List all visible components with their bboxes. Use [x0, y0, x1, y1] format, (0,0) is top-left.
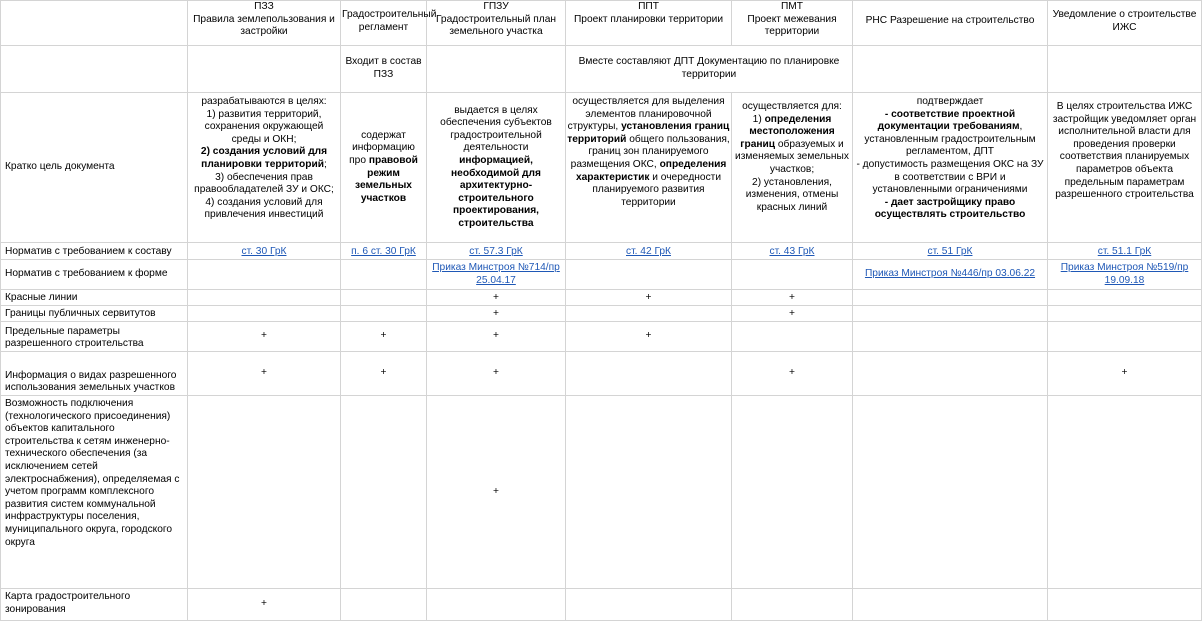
mark-cell: +	[732, 290, 853, 306]
mark-cell	[853, 290, 1048, 306]
note-gr: Входит в состав ПЗЗ	[341, 46, 427, 93]
mark-cell	[188, 290, 341, 306]
norm-form-link[interactable]: Приказ Минстроя №714/пр 25.04.17	[432, 262, 560, 286]
mark-cell	[853, 306, 1048, 322]
feature-row-limit-params	[1, 322, 1202, 352]
column-name: РНС Разрешение на строительство	[865, 15, 1035, 26]
goal-bold: установления границ территорий	[567, 121, 730, 145]
goal-text: - соответствие проектной документации требованиям, установленным градостроительным регламентом, ДПТ	[864, 108, 1036, 158]
mark-cell: +	[188, 322, 341, 352]
column-name: Проект планировки территории	[573, 13, 724, 25]
header-empty-cell	[1, 1, 188, 46]
goal-text: осуществляется для выделения элементов планировочной структуры,	[567, 96, 725, 133]
goal-text: осуществляется для:	[742, 101, 842, 112]
mark-cell: +	[341, 322, 427, 352]
norm-link[interactable]: ст. 51.1 ГрК	[1097, 246, 1152, 258]
column-abbr: ГПЗУ	[483, 1, 509, 12]
row-label: Норматив с требованием к составу	[1, 243, 188, 260]
row-label: Кратко цель документа	[1, 93, 188, 243]
mark-cell	[566, 306, 732, 322]
goal-text: общего пользования, границ зон планируемого размещения ОКС,	[570, 133, 730, 170]
mark-cell: +	[427, 290, 566, 306]
goal-izhs: В целях строительства ИЖС застройщик уведомляет орган исполнительной власти для проведения проверки соответствия планируемых параметров объекта предельным параметрам разрешенного строительства	[1048, 93, 1202, 243]
norm-form-row	[1, 260, 1202, 290]
mark-cell	[188, 396, 341, 589]
goal-text: и очередности планируемого развития территории	[592, 171, 722, 208]
goal-bold: определения характеристик	[575, 158, 727, 183]
mark-cell	[732, 322, 853, 352]
row-label: Границы публичных сервитутов	[1, 306, 188, 322]
mark-cell: +	[427, 306, 566, 322]
column-header-rns[interactable]	[853, 1, 1048, 46]
goal-bold: 2) создания условий для планировки территорий	[200, 146, 328, 170]
norm-link[interactable]: ст. 51 ГрК	[927, 246, 973, 258]
mark-cell	[341, 290, 427, 306]
column-name: Уведомление о строительстве ИЖС	[1052, 9, 1197, 33]
mark-cell	[853, 589, 1048, 621]
goal-bold: правовой режим земельных участков	[355, 154, 418, 204]
goal-text: подтверждает	[916, 96, 984, 107]
column-header-pmt[interactable]	[732, 1, 853, 46]
feature-row-red-lines	[1, 290, 1202, 306]
goal-text: разрабатываются в целях:	[201, 96, 327, 107]
feature-row-easements	[1, 306, 1202, 322]
column-header-gpzu[interactable]	[427, 1, 566, 46]
mark-cell	[1048, 306, 1202, 322]
goal-pzz	[188, 93, 341, 243]
feature-row-land-use	[1, 352, 1202, 396]
mark-cell	[341, 306, 427, 322]
row-label: Карта градостроительного зонирования	[1, 589, 188, 621]
mark-cell: +	[1048, 352, 1202, 396]
goal-gr	[341, 93, 427, 243]
goal-text: выдается в целях обеспечения субъектов градостроительной деятельности	[440, 104, 552, 154]
column-abbr: ППТ	[638, 1, 659, 12]
mark-cell	[1048, 396, 1202, 589]
goal-text: - допустимость размещения ОКС на ЗУ в соответствии с ВРИ и установленными ограничениями	[856, 158, 1044, 196]
goal-text	[854, 197, 1046, 222]
column-name: Градостроительный регламент	[342, 9, 437, 33]
column-header-pzz[interactable]	[188, 1, 341, 46]
row-label: Норматив с требованием к форме	[1, 260, 188, 290]
mark-cell: +	[341, 352, 427, 396]
column-name: Правила землепользования и застройки	[193, 13, 335, 38]
mark-cell	[853, 322, 1048, 352]
goal-text: 1) развития территорий, сохранения окружающей среды и ОКН;	[204, 108, 324, 145]
goal-text: 2) установления, изменения, отмены красных линий	[745, 176, 839, 213]
header-row	[1, 1, 1202, 46]
note-dpt: Вместе составляют ДПТ Документацию по планировке территории	[566, 46, 853, 93]
goal-bold: - дает застройщику право осуществлять строительство	[874, 196, 1026, 221]
mark-cell	[341, 396, 427, 589]
row-label: Красные линии	[1, 290, 188, 306]
column-abbr: ПЗЗ	[254, 1, 274, 12]
goal-text: 1) определения местоположения границ образуемых и изменяемых земельных участков;	[735, 113, 849, 175]
column-header-izhs[interactable]	[1048, 1, 1202, 46]
mark-cell	[566, 352, 732, 396]
mark-cell: +	[566, 322, 732, 352]
column-header-ppt[interactable]	[566, 1, 732, 46]
norm-link[interactable]: ст. 30 ГрК	[241, 246, 287, 258]
norm-form-link[interactable]: Приказ Минстроя №446/пр 03.06.22	[864, 268, 1036, 280]
norm-link[interactable]: ст. 43 ГрК	[769, 246, 815, 258]
goal-bold: информацией, необходимой для архитектурно-строительного проектирования, строительства	[451, 154, 541, 229]
goal-pmt	[732, 93, 853, 243]
mark-cell	[341, 589, 427, 621]
mark-cell: +	[732, 352, 853, 396]
row-label: Информация о видах разрешенного использования земельных участков	[1, 352, 188, 396]
goal-bold: определения местоположения границ	[740, 113, 835, 150]
norm-form-link[interactable]: Приказ Минстроя №519/пр 19.09.18	[1060, 262, 1189, 286]
goal-text: 4) создания условий для привлечения инвестиций	[204, 196, 324, 221]
goal-row	[1, 93, 1202, 243]
goal-bold: - соответствие проектной документации требованиям	[877, 108, 1020, 133]
notes-row	[1, 46, 1202, 93]
mark-cell: +	[566, 290, 732, 306]
column-name: Проект межевания территории	[747, 13, 837, 38]
mark-cell: +	[732, 306, 853, 322]
mark-cell	[1048, 290, 1202, 306]
norm-link[interactable]: ст. 42 ГрК	[626, 246, 671, 258]
mark-cell	[566, 589, 732, 621]
column-header-gr[interactable]	[341, 1, 437, 46]
feature-row-zoning-map	[1, 589, 1202, 621]
mark-cell: +	[188, 589, 341, 621]
goal-text: 3) обеспечения прав правообладателей ЗУ и ОКС;	[194, 171, 334, 196]
feature-row-connection	[1, 396, 1202, 589]
goal-text	[189, 146, 339, 171]
goal-rns	[853, 93, 1048, 243]
mark-cell	[188, 306, 341, 322]
mark-cell: +	[427, 322, 566, 352]
mark-cell: +	[188, 352, 341, 396]
mark-cell	[1048, 589, 1202, 621]
norm-link[interactable]: ст. 57.3 ГрК	[469, 246, 523, 258]
mark-cell	[566, 396, 732, 589]
goal-text: содержат информацию про	[349, 129, 415, 166]
norm-content-row	[1, 243, 1202, 260]
row-label: Возможность подключения (технологического присоединения) объектов капитального строительства к сетям инженерно-технического обеспечения (за исключением сетей электроснабжения), определяемая с учетом программ комплексного развития систем коммунальной инфраструктуры поселения, муниципального округа, городского округа	[1, 396, 188, 589]
mark-cell	[732, 396, 853, 589]
column-abbr: ПМТ	[780, 1, 804, 12]
mark-cell: +	[427, 396, 566, 589]
mark-cell	[853, 396, 1048, 589]
goal-gpzu	[427, 93, 566, 243]
mark-cell	[732, 589, 853, 621]
goal-text: ;	[323, 158, 327, 170]
goal-ppt	[566, 93, 732, 243]
mark-cell: +	[427, 352, 566, 396]
row-label: Предельные параметры разрешенного строительства	[1, 322, 188, 352]
mark-cell	[853, 352, 1048, 396]
mark-cell	[427, 589, 566, 621]
mark-cell	[1048, 322, 1202, 352]
column-name: Градостроительный план земельного участка	[435, 13, 557, 38]
norm-link[interactable]: п. 6 ст. 30 ГрК	[351, 246, 416, 258]
